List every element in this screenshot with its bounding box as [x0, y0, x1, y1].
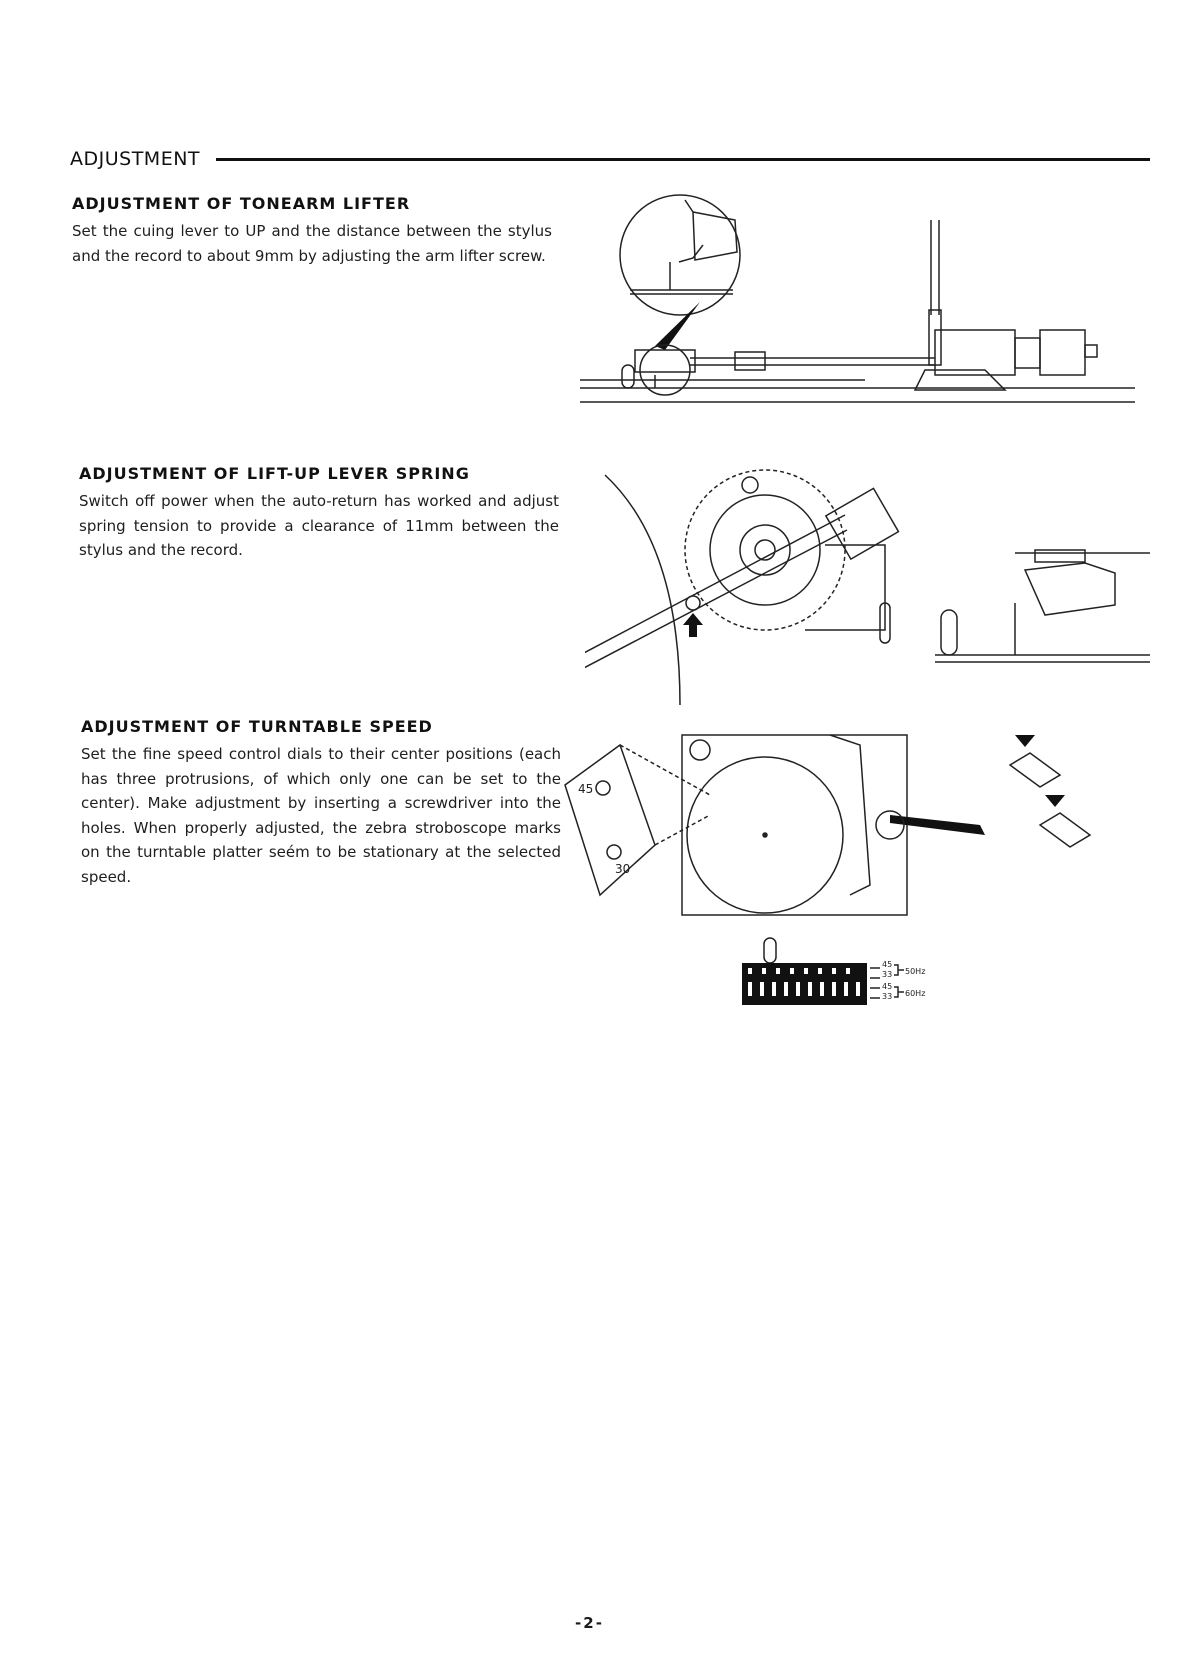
section-body: Switch off power when the auto-return has worked and adjust spring tension to provide a clearance of 11mm between the stylus and the record.	[79, 492, 559, 559]
dial-outer	[685, 470, 845, 630]
up-arrow-icon	[683, 613, 703, 637]
section-title: ADJUSTMENT OF TURNTABLE SPEED	[81, 717, 433, 736]
strobe-freq-50hz: 50Hz	[905, 967, 926, 976]
page-heading: ADJUSTMENT	[70, 148, 201, 170]
heading-rule	[216, 158, 1150, 161]
section-lift-up-lever-spring	[79, 464, 559, 563]
pointer-wedge	[655, 302, 700, 350]
dial-label-30: 30	[615, 862, 631, 876]
section-body: Set the cuing lever to UP and the distance between the stylus and the record to about 9mm by adjusting the arm lifter screw.	[72, 222, 552, 265]
figure-lift-up-lever	[585, 455, 1150, 705]
strobe-mark-33a: 33	[882, 970, 893, 979]
figure-strobe-marks	[740, 930, 960, 1010]
dial-label-45: 45	[578, 782, 594, 796]
page-number: -2-	[575, 1614, 604, 1632]
strobe-mark-45a: 45	[882, 960, 893, 969]
strobe-mark-45b: 45	[882, 982, 893, 991]
section-body: Set the fine speed control dials to their center positions (each has three protrusions, of which only one can be set to the center). Make adjustment by inserting a screwdriver into the holes. When properly adjusted, the zebra stroboscope marks on the turntable platter seém to be stationary at the selected speed.	[81, 745, 561, 886]
speed-dial-piece	[565, 745, 655, 895]
section-turntable-speed	[81, 717, 561, 889]
strobe-freq-60hz: 60Hz	[905, 989, 926, 998]
section-title: ADJUSTMENT OF TONEARM LIFTER	[72, 194, 411, 213]
strobe-mark-33b: 33	[882, 992, 893, 1001]
section-tonearm-lifter	[72, 194, 552, 268]
section-title: ADJUSTMENT OF LIFT-UP LEVER SPRING	[79, 464, 470, 483]
figure-tonearm-lifter	[575, 190, 1140, 420]
